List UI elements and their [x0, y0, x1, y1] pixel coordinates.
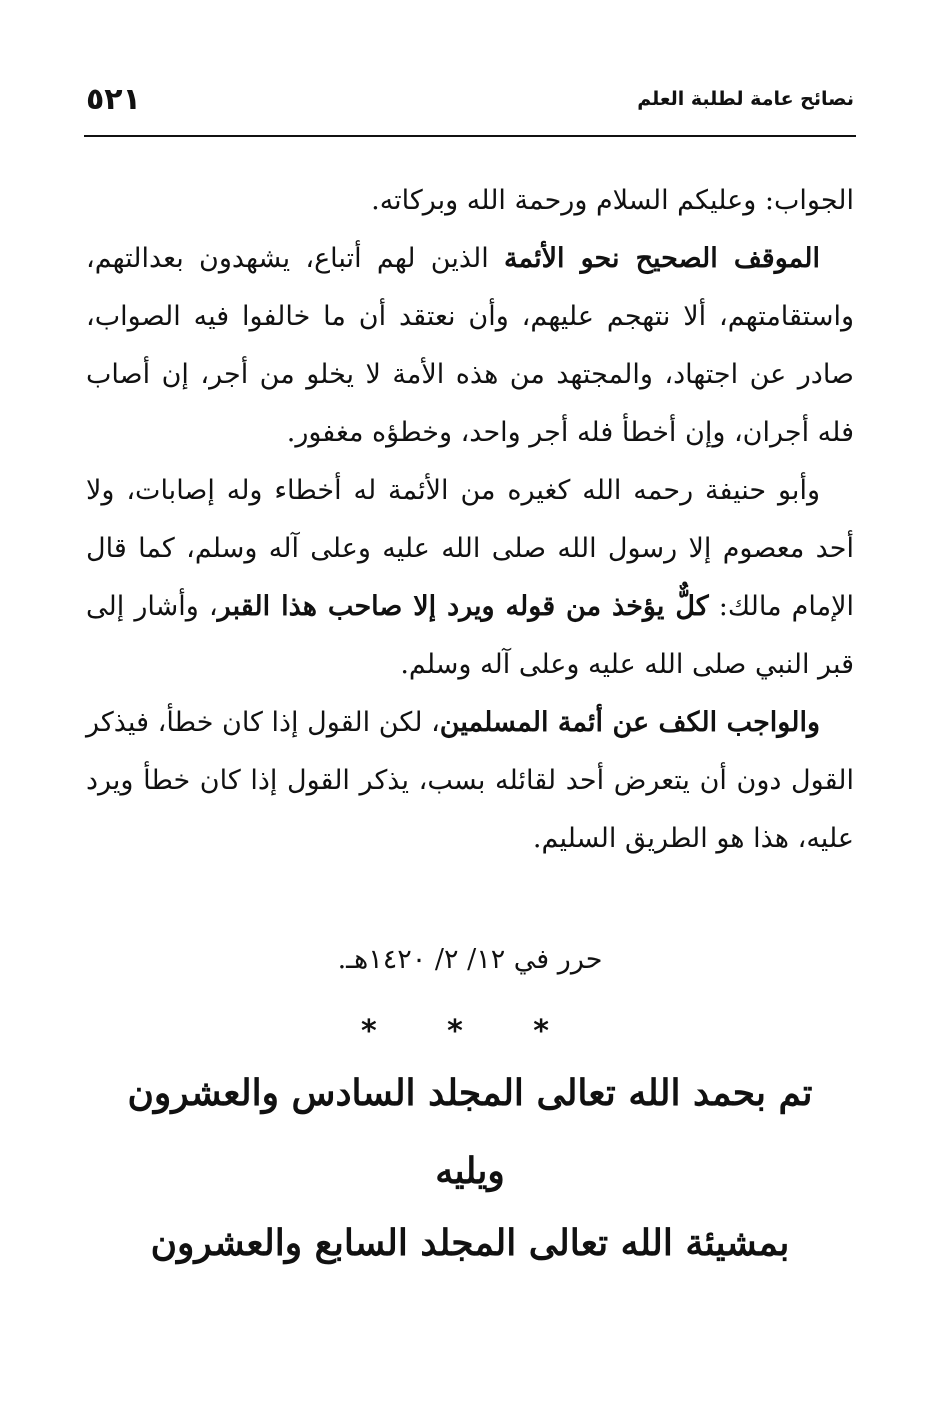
closing-line-volume-end: تم بحمد الله تعالى المجلد السادس والعشرون	[127, 1072, 813, 1114]
running-title: نصائح عامة لطلبة العلم	[637, 88, 854, 110]
quote-imam-malik: كلٌّ يؤخذ من قوله ويرد إلا صاحب هذا القبر	[217, 591, 709, 622]
paragraph-duty	[86, 694, 854, 868]
closing-line-next-volume: بمشيئة الله تعالى المجلد السابع والعشرون	[150, 1222, 790, 1264]
header-rule	[84, 135, 856, 137]
body-text	[86, 172, 854, 868]
separator-stars: * * *	[361, 1014, 579, 1049]
page-header	[86, 82, 854, 128]
paragraph-correct-stance	[86, 230, 854, 462]
paragraph-duty-text: ، لكن القول إذا كان خطأ، فيذكر القول دون أن يتعرض أحد لقائله بسب، يذكر القول إذا كان خطأ ويرد عليه، هذا هو الطريق السليم.	[86, 707, 854, 854]
paragraph-answer: الجواب: وعليكم السلام ورحمة الله وبركاته.	[371, 185, 854, 216]
paragraph-abu-hanifa-text-b: ، وأشار إلى قبر النبي صلى الله عليه وعلى آله وسلم.	[86, 591, 854, 680]
paragraph-abu-hanifa	[86, 462, 854, 694]
paragraph-correct-stance-bold: الموقف الصحيح نحو الأئمة	[504, 243, 820, 274]
paragraph-duty-bold: والواجب الكف عن أئمة المسلمين	[439, 707, 821, 738]
date-line: حرر في ١٢/ ٢/ ١٤٢٠هـ.	[337, 944, 603, 975]
closing-line-followed-by: ويليه	[435, 1150, 505, 1192]
paragraph-correct-stance-text: الذين لهم أتباع، يشهدون بعدالتهم، واستقامتهم، ألا نتهجم عليهم، وأن نعتقد أن ما خالفوا فيه الصواب، صادر عن اجتهاد، والمجتهد من هذه الأمة لا يخلو من أجر، إن أصاب فله أجران، وإن أخطأ فله أجر واحد، وخطؤه مغفور.	[86, 243, 854, 448]
page-number: ٥٢١	[86, 82, 141, 117]
paragraph-abu-hanifa-text-a: وأبو حنيفة رحمه الله كغيره من الأئمة له أخطاء وله إصابات، ولا أحد معصوم إلا رسول الله صلى الله عليه وعلى آله وسلم، كما قال الإمام مالك:	[86, 475, 854, 622]
